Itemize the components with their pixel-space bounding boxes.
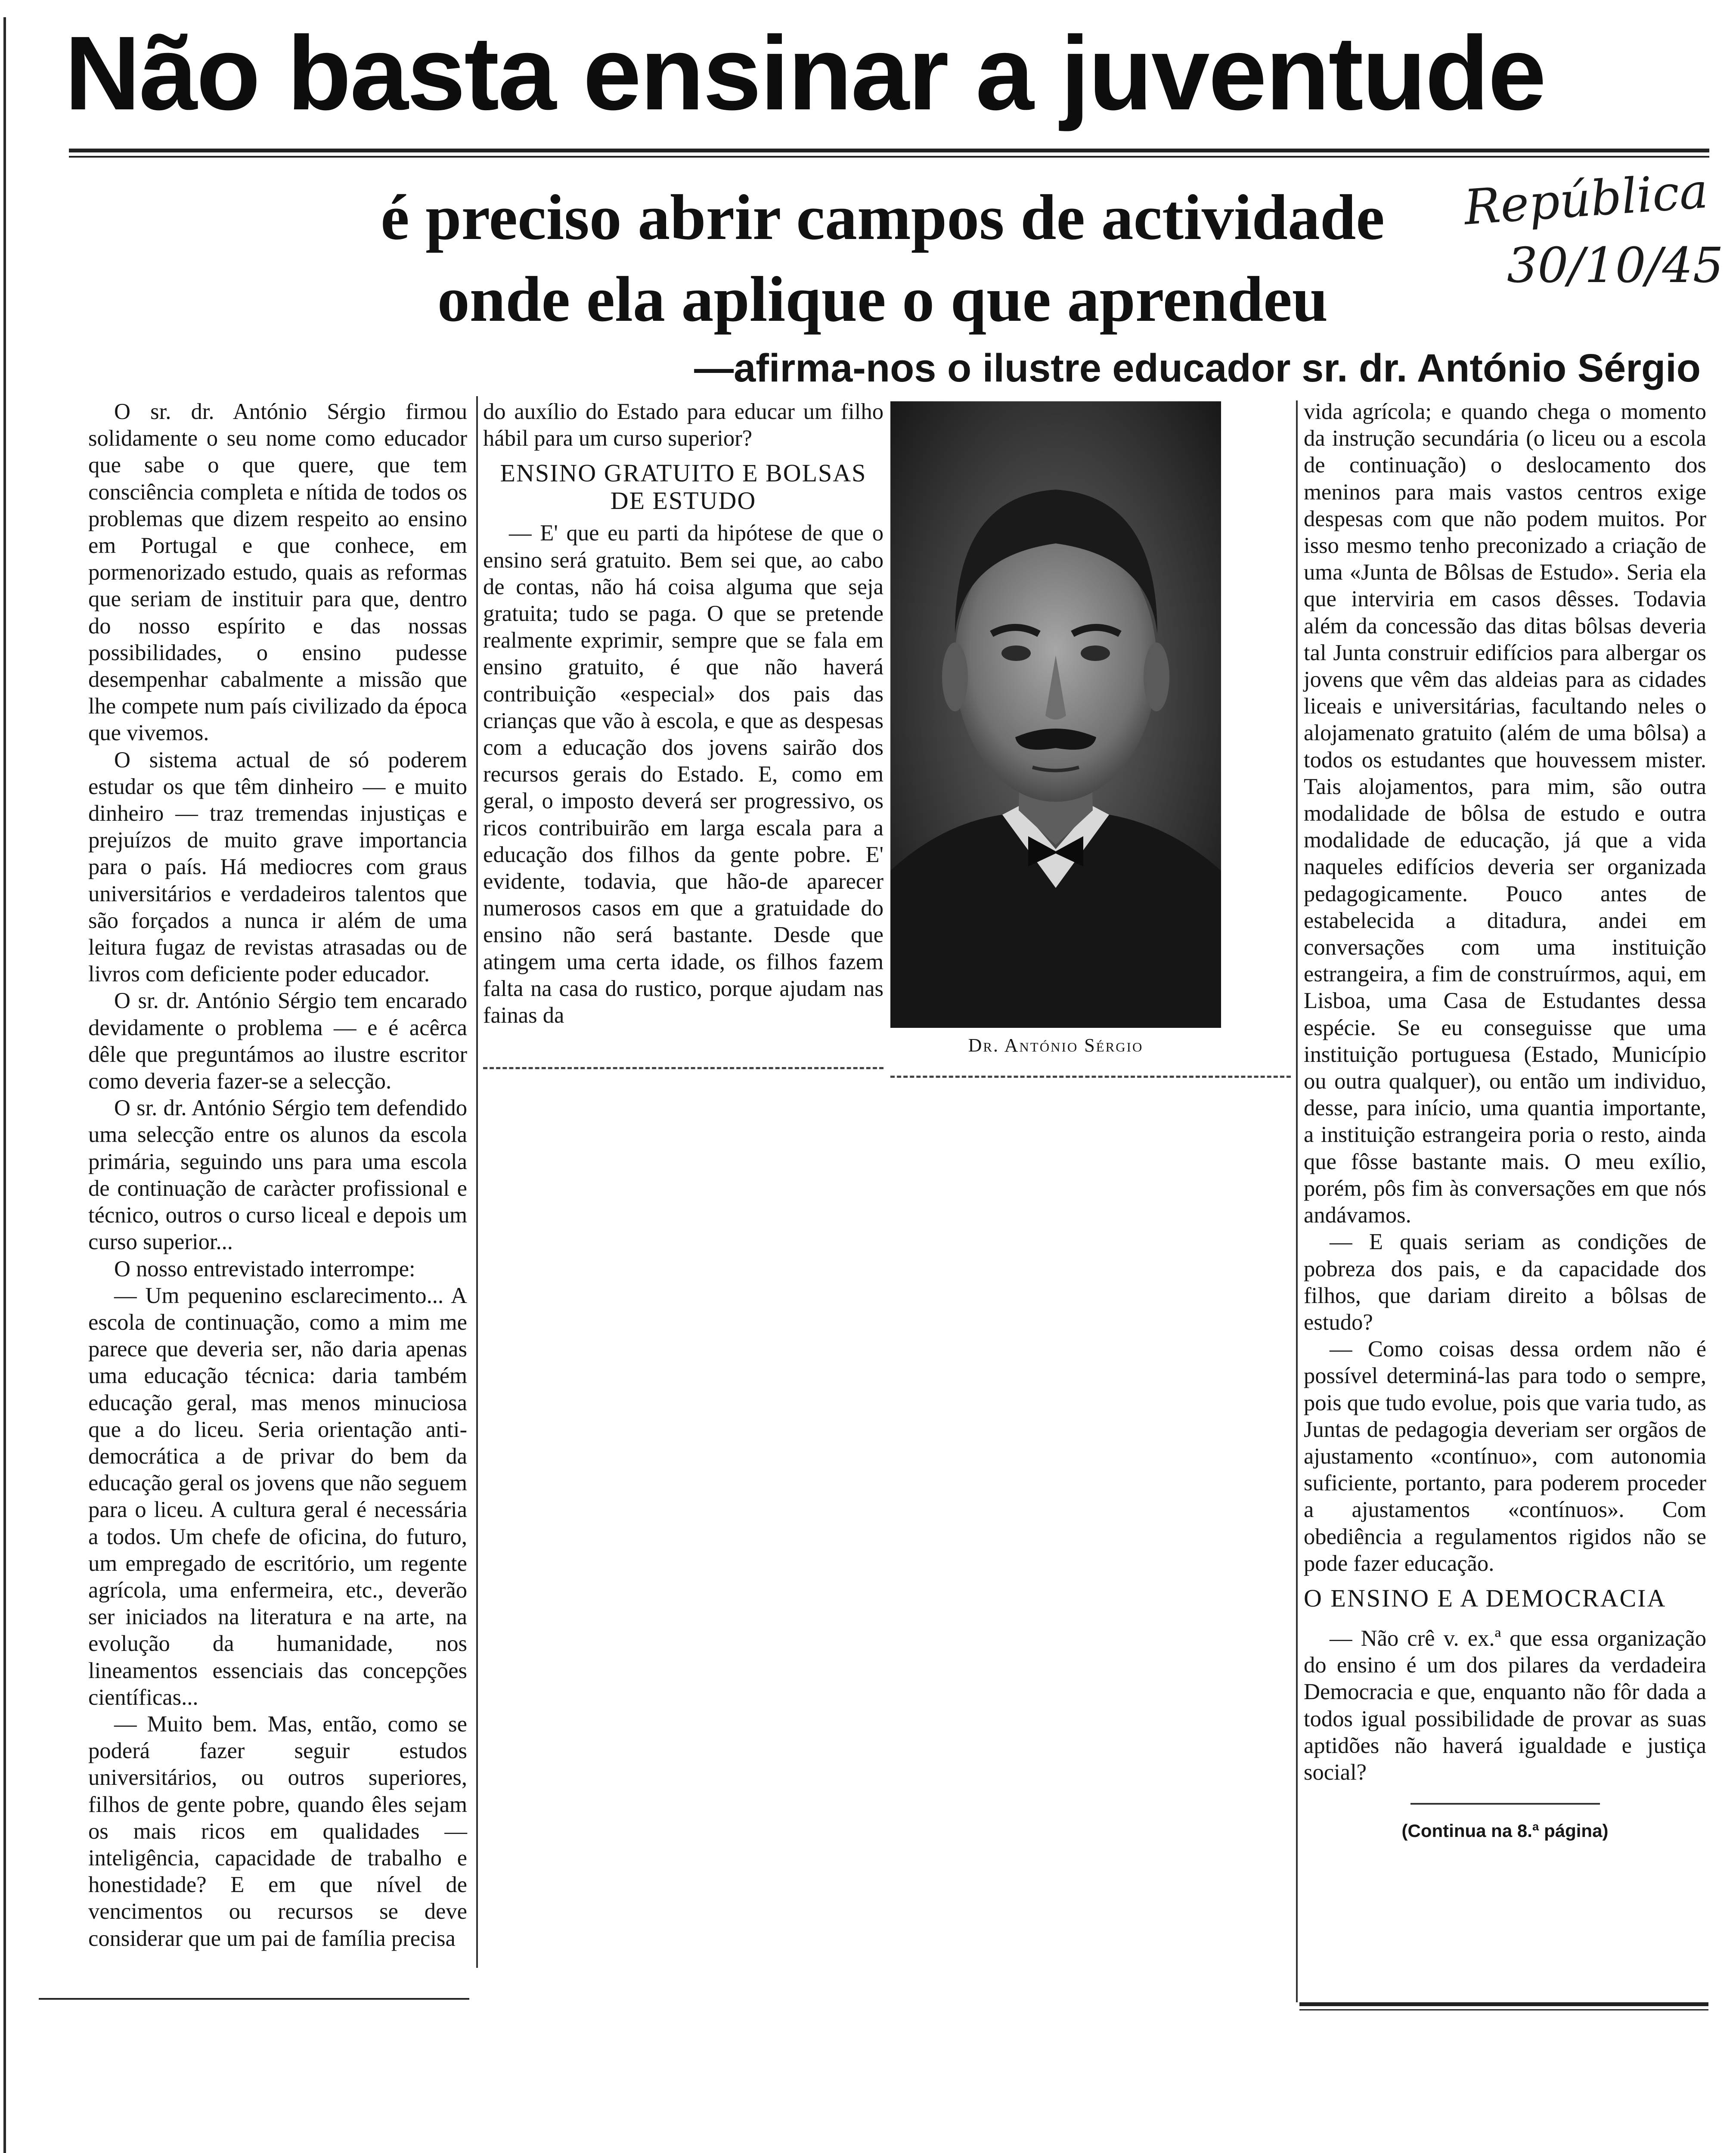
handwritten-date: 30/10/45 — [1507, 238, 1724, 294]
column-1 — [88, 398, 467, 1952]
portrait-photo — [890, 401, 1221, 1028]
short-rule — [1410, 1803, 1600, 1805]
separator-line — [890, 1076, 1291, 1078]
paragraph: — E' que eu parti da hipótese de que o ensino será gratuito. Bem sei que, ao cabo de contas, não há coisa alguma que seja gratuita; tudo se paga. O que se pretende realmente exprimir, sempre que se fala em ensino gratuito, é que não haverá contribuição «especial» dos pais das crianças que vão à escola, e que as despesas com a educação dos jovens sairão dos recursos gerais do Estado. E, como em geral, o imposto deverá ser progressivo, os ricos contribuirão em larga escala para a educação dos filhos da gente pobre. E' evidente, todavia, que hão-de aparecer numerosos casos em que a gratuidade do ensino não será bastante. Desde que atingem uma certa idade, os filhos fazem falta na casa do rustico, porque ajudam nas fainas da — [483, 521, 884, 1028]
paragraph: — Como coisas dessa ordem não é possível determiná-las para todo o sempre, pois que tudo evolue, pois que varia tudo, as Juntas de pedagogia deveriam ser orgãos de ajustamento «contínuo», com autonomia suficiente, portanto, para poderem proceder a ajustamentos «contínuos». Com obediência a regulamentos rigidos não se pode fazer educação. — [1304, 1337, 1706, 1576]
paragraph: — Não crê v. ex.ª que essa organização do ensino é um dos pilares da verdadeira Democracia e que, enquanto não fôr dada a todos igual possibilidade de provar as suas aptidões não haverá igualdade e justiça social? — [1304, 1626, 1706, 1785]
paragraph: O sr. dr. António Sérgio tem encarado devidamente o problema — e é acêrca dêle que preguntámos ao ilustre escritor como deveria fazer-se a selecção. — [88, 988, 467, 1094]
headline: Não basta ensinar a juventude — [65, 14, 1545, 132]
paragraph: O sr. dr. António Sérgio firmou solidamente o seu nome como educador que sabe o que quere, que tem consciência completa e nítida de todos os problemas que dizem respeito ao ensino em Portugal e que conhece, em pormenorizado estudo, quais as reformas que seriam de instituir para que, dentro do nosso espírito e das nossas possibilidades, o ensino pudesse desempenhar cabalmente a missão que lhe compete num país civilizado da época que vivemos. — [88, 399, 467, 746]
column-divider — [476, 396, 478, 1968]
bottom-rule-left — [39, 1998, 469, 2000]
paragraph: O sistema actual de só poderem estudar os que têm dinheiro — e muito dinheiro — traz tremendas injustiças e prejuízos de muito grave importancia para o país. Há mediocres com graus universitários e verdadeiros talentos que são forçados a nunca ir além de uma leitura fugaz de revistas atrasadas ou de livros com deficiente poder educador. — [88, 747, 467, 987]
paragraph: — Muito bem. Mas, então, como se poderá fazer seguir estudos universitários, ou outros superiores, filhos de gente pobre, quando êles sejam os mais ricos em qualidades — inteligência, capacidade de trabalho e honestidade? E em que nível de vencimentos ou recursos se deve considerar que um pai de família precisa — [88, 1711, 467, 1951]
handwritten-source: República — [1462, 163, 1710, 236]
byline: —afirma-nos o ilustre educador sr. dr. António Sérgio — [694, 346, 1701, 390]
continued-note: (Continua na 8.ª página) — [1401, 1821, 1609, 1841]
scan-edge — [3, 17, 6, 2153]
column-2 — [483, 398, 884, 1029]
paragraph: vida agrícola; e quando chega o momento da instrução secundária (o liceu ou a escola de continuação) o deslocamento dos meninos para mais vastos centros exige despesas com que não podem muitos. Por isso mesmo tenho preconizado a criação de uma «Junta de Bôlsas de Estudo». Seria ela que interviria em casos dêsses. Todavia além da concessão das ditas bôlsas deveria tal Junta construir edifícios para albergar os jovens que vêm das aldeias para as cidades liceais e universitárias, facultando neles o alojamenato gratuito (além de uma bôlsa) a todos os estudantes que houvessem mister. Tais alojamentos, para mim, são outra modalidade de bôlsa de estudo e outra modalidade de educação, já que a vida naqueles edifícios deveria ser organizada pedagogicamente. Pouco antes de estabelecida a ditadura, andei em conversações com uma instituição estrangeira, a fim de construírmos, aqui, em Lisboa, uma Casa de Estudantes dessa espécie. Se eu conseguisse que uma instituição portuguesa (Estado, Município ou outra qualquer), ou então um individuo, desse, para início, uma quantia importante, a instituição estrangeira poria o resto, ainda que fôsse bastante mais. O meu exílio, porém, pôs fim às conversações em que nós andávamos. — [1304, 399, 1706, 1228]
portrait-image — [890, 401, 1221, 1028]
column-divider — [1296, 400, 1298, 2002]
paragraph: O nosso entrevistado interrompe: — [114, 1256, 415, 1281]
subheadline-line-1: é preciso abrir campos de actividade — [381, 182, 1385, 253]
section-title-ensino-gratuito: ENSINO GRATUITO E BOLSAS DE ESTUDO — [500, 459, 867, 515]
paragraph: O sr. dr. António Sérgio tem defendido uma selecção entre os alunos da escola primária, seguindo uns para uma escola de continuação de caràcter profissional e técnico, outros o curso liceal e depois um curso superior... — [88, 1095, 467, 1255]
paragraph: — E quais seriam as condições de pobreza dos pais, e da capacidade dos filhos, que dariam direito a bôlsas de estudo? — [1304, 1229, 1706, 1335]
bottom-rule-right-thin — [1299, 2009, 1708, 2010]
paragraph: do auxílio do Estado para educar um filho hábil para um curso superior? — [483, 399, 884, 451]
handwritten-annotation — [1462, 163, 1724, 299]
headline-rule-top — [69, 149, 1709, 152]
photo-caption: Dr. António Sérgio — [968, 1035, 1144, 1056]
separator-line — [483, 1067, 884, 1069]
subheadline — [280, 177, 1485, 340]
column-3 — [1304, 398, 1706, 1844]
bottom-rule-right-thick — [1299, 2002, 1708, 2006]
subheadline-line-2: onde ela aplique o que aprendeu — [437, 264, 1328, 335]
paragraph: — Um pequenino esclarecimento... A escola de continuação, como a mim me parece que deveria ser, não daria apenas uma educação técnica: daria também educação geral, mas menos minuciosa que a do liceu. Seria orientação anti-democrática a de privar do bem da educação geral os jovens que não seguem para o liceu. A cultura geral é necessária a todos. Um chefe de oficina, do futuro, um empregado de escritório, um regente agrícola, uma enfermeira, etc., deverão ser iniciados na literatura e na arte, na evolução da humanidade, nos lineamentos essenciais das concepções científicas... — [88, 1283, 467, 1710]
headline-rule-bottom — [69, 156, 1709, 158]
section-title-ensino-democracia: O ENSINO E A DEMOCRACIA — [1304, 1584, 1667, 1612]
